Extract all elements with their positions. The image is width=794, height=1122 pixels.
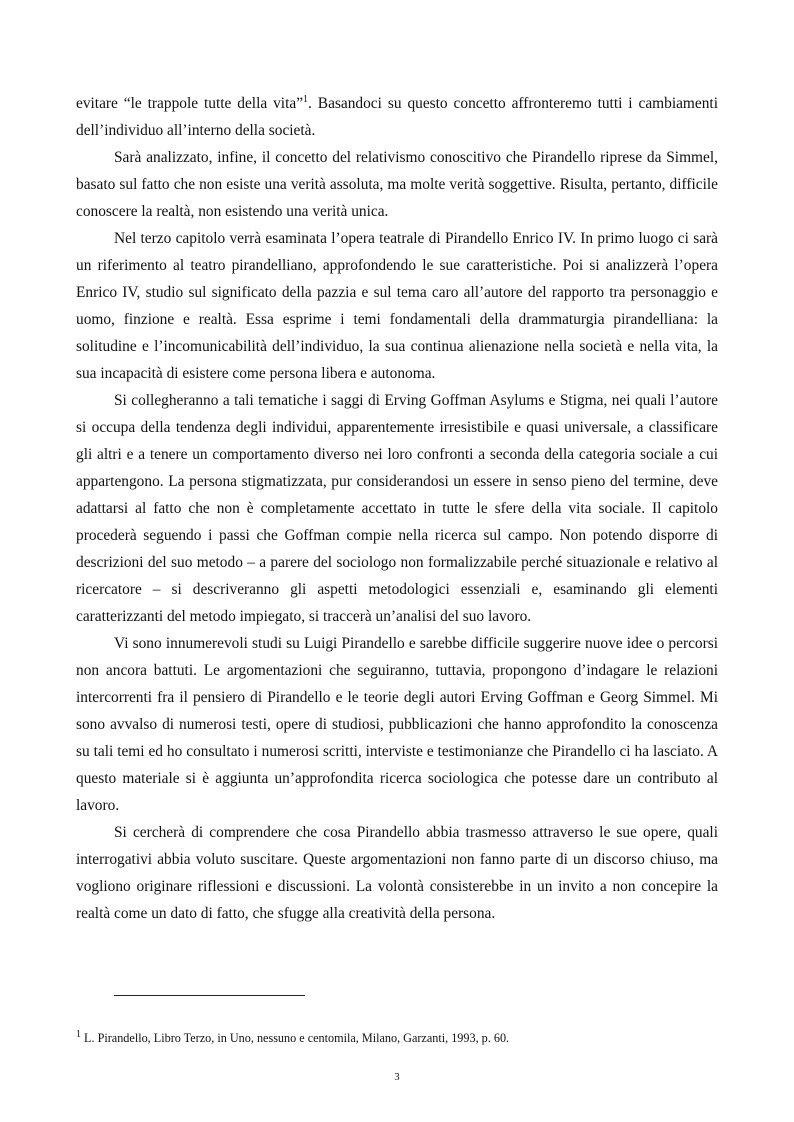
footnote <box>76 1030 718 1046</box>
paragraph-6: Si cercherà di comprendere che cosa Pirandello abbia trasmesso attraverso le sue opere, quali interrogativi abbia voluto suscitare. Queste argomentazioni non fanno parte di un discorso chiuso, ma vogliono originare riflessioni e discussioni. La volontà consisterebbe in un invito a non concepire la realtà come un dato di fatto, che sfugge alla creatività della persona. <box>76 824 718 922</box>
paragraph-3: Nel terzo capitolo verrà esaminata l’opera teatrale di Pirandello Enrico IV. In primo luogo ci sarà un riferimento al teatro pirandelliano, approfondendo le sue caratteristiche. Poi si analizzerà l’opera Enrico IV, studio sul significato della pazzia e sul tema caro all’autore del rapporto tra personaggio e uomo, finzione e realtà. Essa esprime i temi fondamentali della drammaturgia pirandelliana: la solitudine e l’incomunicabilità dell’individuo, la sua continua alienazione nella società e nella vita, la sua incapacità di esistere come persona libera e autonoma. <box>76 230 718 382</box>
paragraph-4: Si collegheranno a tali tematiche i saggi di Erving Goffman Asylums e Stigma, nei quali l’autore si occupa della tendenza degli individui, apparentemente irresistibile e quasi universale, a classificare gli altri e a tenere un comportamento diverso nei loro confronti a seconda della categoria sociale a cui appartengono. La persona stigmatizzata, pur considerandosi un essere in senso pieno del termine, deve adattarsi al fatto che non è completamente accettato in tutte le sfere della vita sociale. Il capitolo procederà seguendo i passi che Goffman compie nella ricerca sul campo. Non potendo disporre di descrizioni del suo metodo – a parere del sociologo non formalizzabile perché situazionale e relativo al ricercatore – si descriveranno gli aspetti metodologici essenziali e, esaminando gli elementi caratterizzanti del metodo impiegato, si traccerà un’analisi del suo lavoro. <box>76 392 718 625</box>
paragraph-1-after: . Basandoci su questo concetto affronteremo tutti i cambiamenti dell’individuo all’interno della società. <box>76 95 718 139</box>
paragraph-2: Sarà analizzato, infine, il concetto del relativismo conoscitivo che Pirandello riprese da Simmel, basato sul fatto che non esiste una verità assoluta, ma molte verità soggettive. Risulta, pertanto, difficile conoscere la realtà, non esistendo una verità unica. <box>76 149 718 220</box>
footnote-separator <box>114 995 305 996</box>
body-text <box>76 90 718 927</box>
paragraph-1-before: evitare “le trappole tutte della vita” <box>76 95 304 112</box>
footnote-reference[interactable]: 1 <box>303 93 309 105</box>
page-number: 3 <box>394 1072 400 1083</box>
paragraph-1 <box>76 90 718 144</box>
footnote-marker: 1 <box>76 1028 81 1040</box>
footnote-text: L. Pirandello, Libro Terzo, in Uno, nessuno e centomila, Milano, Garzanti, 1993, p. 60. <box>81 1031 510 1045</box>
paragraph-5: Vi sono innumerevoli studi su Luigi Pirandello e sarebbe difficile suggerire nuove idee o percorsi non ancora battuti. Le argomentazioni che seguiranno, tuttavia, propongono d’indagare le relazioni intercorrenti fra il pensiero di Pirandello e le teorie degli autori Erving Goffman e Georg Simmel. Mi sono avvalso di numerosi testi, opere di studiosi, pubblicazioni che hanno approfondito la conoscenza su tali temi ed ho consultato i numerosi scritti, interviste e testimonianze che Pirandello ci ha lasciato. A questo materiale si è aggiunta un’approfondita ricerca sociologica che potesse dare un contributo al lavoro. <box>76 635 718 814</box>
